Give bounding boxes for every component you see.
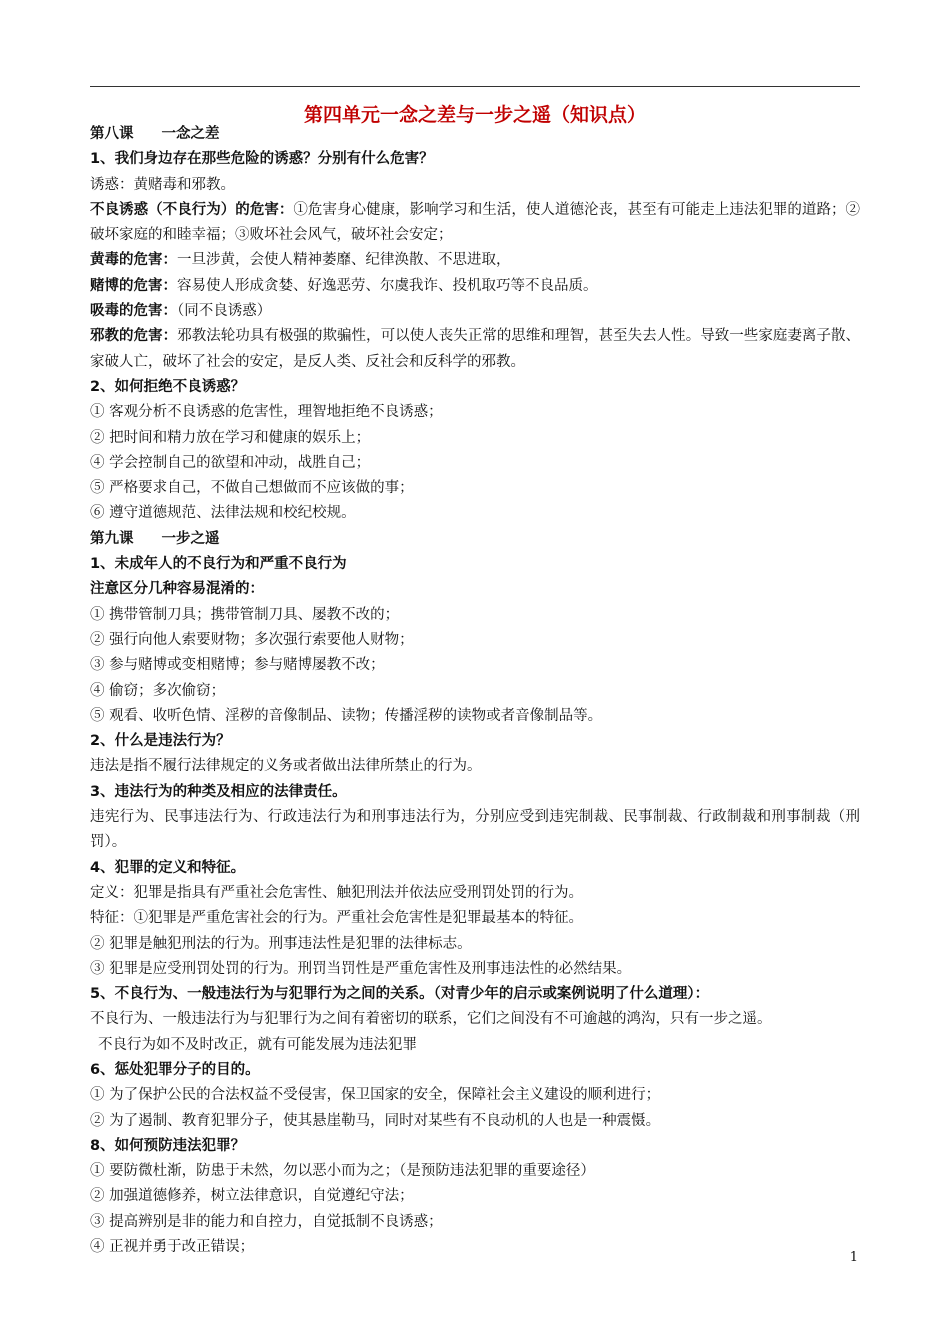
page-title: 第四单元一念之差与一步之遥（知识点） [303,104,646,126]
lesson9-note: 注意区分几种容易混淆的： [90,581,264,598]
lesson9-answer-5b: 不良行为如不及时改正，就有可能发展为违法犯罪 [98,1036,417,1053]
lesson9-answer-2: 违法是指不履行法律规定的义务或者做出法律所禁止的行为。 [90,758,482,775]
list-item: ② 加强道德修养，树立法律意识，自觉遵纪守法； [90,1188,414,1205]
lesson9-question-6: 6、惩处犯罪分子的目的。 [90,1061,260,1078]
list-item: ③ 犯罪是应受刑罚处罚的行为。刑罚当罚性是严重危害性及刑事违法性的必然结果。 [90,960,632,977]
harm-gamble-line: 赌博的危害：容易使人形成贪婪、好逸恶劳、尔虞我诈、投机取巧等不良品质。 [90,277,598,294]
harm-bad-paragraph: 不良诱惑（不良行为）的危害：①危害身心健康，影响学习和生活，使人道德沦丧，甚至有可能走上违法犯罪的道路；②破坏家庭的和睦幸福；③败坏社会风气，破坏社会安定； [90,201,860,244]
list-item: ③ 参与赌博或变相赌博；参与赌博屡教不改； [90,657,385,674]
question-2: 2、如何拒绝不良诱惑？ [90,378,246,395]
lesson9-question-1: 1、未成年人的不良行为和严重不良行为 [90,556,347,573]
question-1: 1、我们身边存在那些危险的诱惑？分别有什么危害？ [90,151,434,168]
list-item: 定义：犯罪是指具有严重社会危害性、触犯刑法并依法应受刑罚处罚的行为。 [90,884,583,901]
list-item: ⑤ 严格要求自己，不做自己想做而不应该做的事； [90,480,414,497]
list-item: ② 把时间和精力放在学习和健康的娱乐上； [90,429,371,446]
list-item: ② 犯罪是触犯刑法的行为。刑事违法性是犯罪的法律标志。 [90,935,472,952]
lesson8-heading: 第八课 一念之差 [90,126,220,142]
list-item: ④ 偷窃；多次偷窃； [90,682,226,699]
lesson9-answer-3: 违宪行为、民事违法行为、行政违法行为和刑事违法行为，分别应受到违宪制裁、民事制裁、行政制裁和刑事制裁（刑罚）。 [90,809,860,851]
lesson9-answer-5a: 不良行为、一般违法行为与犯罪行为之间有着密切的联系，它们之间没有不可逾越的鸿沟，只有一步之遥。 [90,1011,772,1028]
harm-porn-line: 黄毒的危害：一旦涉黄，会使人精神萎靡、纪律涣散、不思进取， [90,252,511,269]
list-item: ① 携带管制刀具；携带管制刀具、屡教不改的； [90,606,400,623]
list-item: 特征：①犯罪是严重危害社会的行为。严重社会危害性是犯罪最基本的特征。 [90,910,583,927]
list-item: ③ 提高辨别是非的能力和自控力，自觉抵制不良诱惑； [90,1213,443,1230]
harm-drug-line: 吸毒的危害：（同不良诱惑） [90,303,272,320]
lesson9-question-2: 2、什么是违法行为？ [90,733,231,750]
page-number: 1 [849,1250,858,1265]
document-body [90,122,860,1260]
list-item: ⑥ 遵守道德规范、法律法规和校纪校规。 [90,505,356,522]
list-item: ⑤ 观看、收听色情、淫秽的音像制品、读物；传播淫秽的读物或者音像制品等。 [90,707,603,724]
list-item: ① 要防微杜渐，防患于未然，勿以恶小而为之；（是预防违法犯罪的重要途径） [90,1163,595,1180]
harm-cult-paragraph: 邪教的危害：邪教法轮功具有极强的欺骗性，可以使人丧失正常的思维和理智，甚至失去人性。导致一些家庭妻离子散、家破人亡，破坏了社会的安定，是反人类、反社会和反科学的邪教。 [90,328,861,370]
top-rule [90,86,860,87]
lesson9-question-4: 4、犯罪的定义和特征。 [90,859,246,876]
list-item: ② 为了遏制、教育犯罪分子，使其悬崖勒马，同时对某些有不良动机的人也是一种震慑。 [90,1112,661,1129]
temptation-text: 诱惑：黄赌毒和邪教。 [90,176,235,193]
list-item: ④ 正视并勇于改正错误； [90,1239,255,1256]
lesson9-question-5: 5、不良行为、一般违法行为与犯罪行为之间的关系。（对青少年的启示或案例说明了什么道理）： [90,986,710,1003]
list-item: ④ 学会控制自己的欲望和冲动，战胜自己； [90,454,371,471]
lesson9-question-3: 3、违法行为的种类及相应的法律责任。 [90,783,347,800]
list-item: ② 强行向他人索要财物；多次强行索要他人财物； [90,631,414,648]
list-item: ① 客观分析不良诱惑的危害性，理智地拒绝不良诱惑； [90,404,443,421]
lesson9-question-8: 8、如何预防违法犯罪？ [90,1137,246,1154]
lesson9-heading: 第九课 一步之遥 [90,530,220,547]
list-item: ① 为了保护公民的合法权益不受侵害，保卫国家的安全，保障社会主义建设的顺利进行； [90,1087,661,1104]
